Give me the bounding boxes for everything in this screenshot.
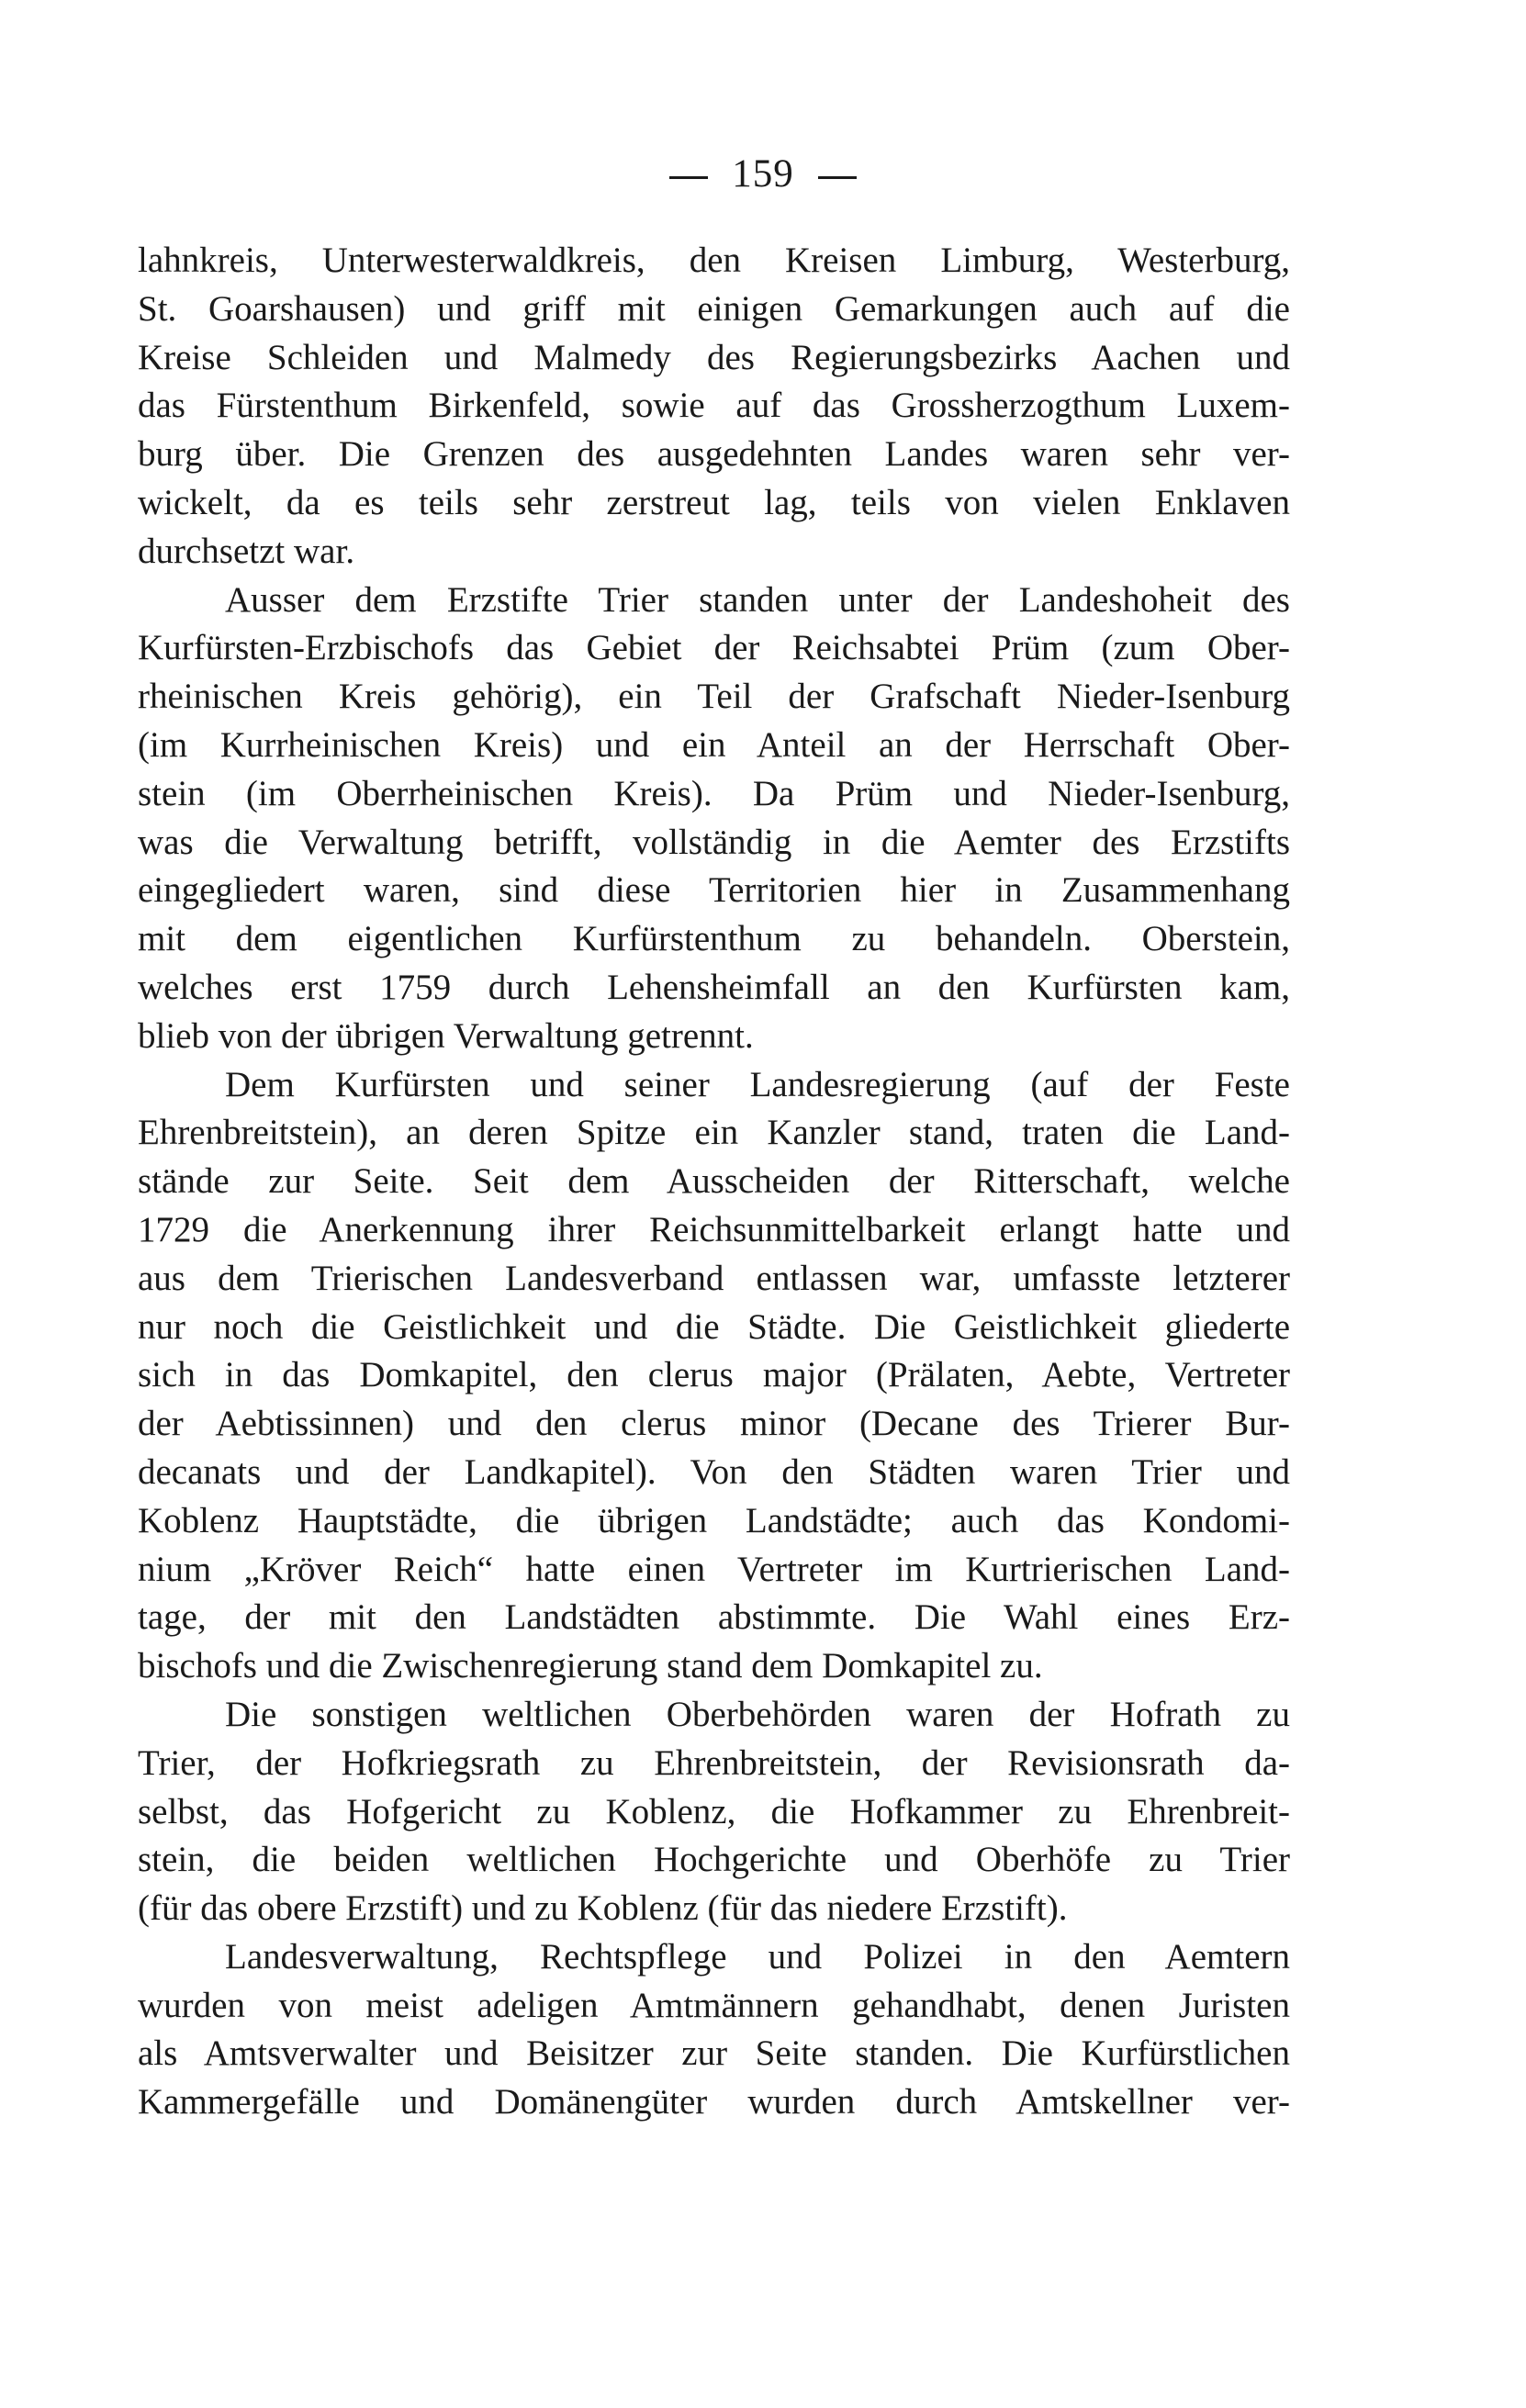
text-line: nur noch die Geistlichkeit und die Städte. Die Geistlichkeit gliederte (138, 1306, 1290, 1347)
text-line: Ausser dem Erzstifte Trier standen unter der Landeshoheit des (225, 579, 1290, 620)
text-line: als Amtsverwalter und Beisitzer zur Seite standen. Die Kurfürstlichen (138, 2033, 1290, 2074)
text-line: Koblenz Hauptstädte, die übrigen Landstädte; auch das Kondomi- (138, 1500, 1290, 1540)
text-line: tage, der mit den Landstädten abstimmte. Die Wahl eines Erz- (138, 1597, 1290, 1638)
text-line: eingegliedert waren, sind diese Territorien hier in Zusammenhang (138, 870, 1290, 911)
paragraph (138, 1691, 1290, 1933)
text-line: Kreise Schleiden und Malmedy des Regierungsbezirks Aachen und (138, 337, 1290, 377)
text-line: Kurfürsten-Erzbischofs das Gebiet der Reichsabtei Prüm (zum Ober- (138, 628, 1290, 668)
text-line: Ehrenbreitstein), an deren Spitze ein Kanzler stand, traten die Land- (138, 1113, 1290, 1153)
text-line: bischofs und die Zwischenregierung stand dem Domkapitel zu. (138, 1646, 1043, 1686)
paragraph (138, 237, 1290, 577)
text-line: blieb von der übrigen Verwaltung getrennt. (138, 1015, 754, 1056)
page-header (0, 151, 1526, 196)
text-line: 1729 die Anerkennung ihrer Reichsunmittelbarkeit erlangt hatte und (138, 1209, 1290, 1249)
text-line: Trier, der Hofkriegsrath zu Ehrenbreitstein, der Revisionsrath da- (138, 1742, 1290, 1783)
text-line: nium „Kröver Reich“ hatte einen Vertreter im Kurtrierischen Land- (138, 1549, 1290, 1589)
text-line: Dem Kurfürsten und seiner Landesregierung (auf der Feste (225, 1064, 1290, 1104)
text-line: sich in das Domkapitel, den clerus major (Prälaten, Aebte, Vertreter (138, 1355, 1290, 1395)
text-line: Landesverwaltung, Rechtspflege und Polizei in den Aemtern (225, 1936, 1290, 1977)
page-number: 159 (732, 152, 794, 196)
text-line: stein, die beiden weltlichen Hochgerichte und Oberhöfe zu Trier (138, 1840, 1290, 1880)
text-line: das Fürstenthum Birkenfeld, sowie auf das Grossherzogthum Luxem- (138, 386, 1290, 426)
paragraph (138, 1061, 1290, 1691)
text-line: wickelt, da es teils sehr zerstreut lag, teils von vielen Enklaven (138, 482, 1290, 522)
text-line: der Aebtissinnen) und den clerus minor (Decane des Trierer Bur- (138, 1404, 1290, 1444)
text-line: stein (im Oberrheinischen Kreis). Da Prüm und Nieder-Isenburg, (138, 773, 1290, 813)
text-line: durchsetzt war. (138, 531, 355, 571)
text-line: decanats und der Landkapitel). Von den Städten waren Trier und (138, 1451, 1290, 1492)
text-line: was die Verwaltung betrifft, vollständig in die Aemter des Erzstifts (138, 822, 1290, 862)
text-line: (für das obere Erzstift) und zu Koblenz (für das niedere Erzstift). (138, 1888, 1068, 1929)
text-line: welches erst 1759 durch Lehensheimfall an den Kurfürsten kam, (138, 967, 1290, 1007)
text-line: St. Goarshausen) und griff mit einigen Gemarkungen auch auf die (138, 288, 1290, 329)
header-dash-right (818, 176, 857, 179)
body-text (138, 237, 1290, 2127)
text-line: selbst, das Hofgericht zu Koblenz, die Hofkammer zu Ehrenbreit- (138, 1791, 1290, 1831)
text-line: (im Kurrheinischen Kreis) und ein Anteil an der Herrschaft Ober- (138, 724, 1290, 765)
text-line: rheinischen Kreis gehörig), ein Teil der Grafschaft Nieder-Isenburg (138, 677, 1290, 717)
text-line: stände zur Seite. Seit dem Ausscheiden der Ritterschaft, welche (138, 1161, 1290, 1202)
text-line: aus dem Trierischen Landesverband entlassen war, umfasste letzterer (138, 1258, 1290, 1298)
text-line: mit dem eigentlichen Kurfürstenthum zu behandeln. Oberstein, (138, 919, 1290, 959)
paragraph (138, 577, 1290, 1061)
text-line: Die sonstigen weltlichen Oberbehörden waren der Hofrath zu (225, 1694, 1290, 1734)
text-line: burg über. Die Grenzen des ausgedehnten Landes waren sehr ver- (138, 434, 1290, 475)
text-line: lahnkreis, Unterwesterwaldkreis, den Kreisen Limburg, Westerburg, (138, 241, 1290, 280)
text-line: Kammergefälle und Domänengüter wurden durch Amtskellner ver- (138, 2082, 1290, 2122)
text-line: wurden von meist adeligen Amtmännern gehandhabt, denen Juristen (138, 1985, 1290, 2025)
header-dash-left (669, 176, 708, 179)
paragraph (138, 1933, 1290, 2127)
